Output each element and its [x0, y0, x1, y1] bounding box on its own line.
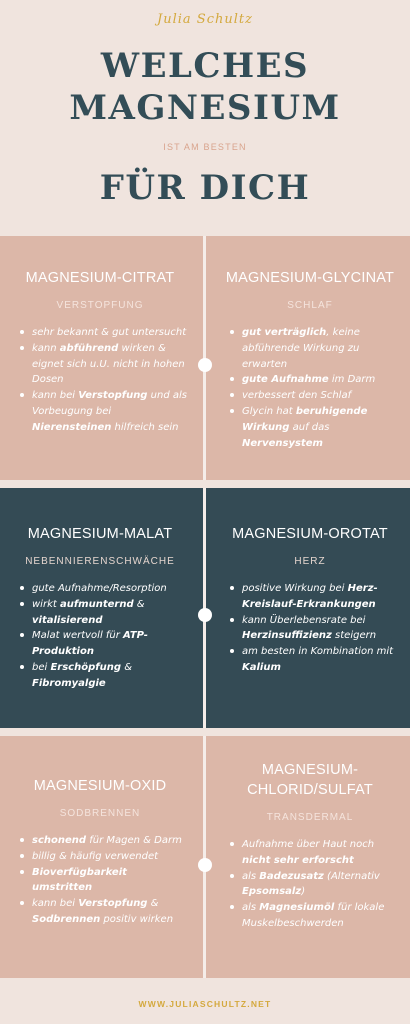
section-oxid-chlorid	[0, 736, 410, 978]
bullet-point	[230, 404, 400, 451]
point-list	[0, 833, 200, 928]
bullet-bold-text: Badezusatz	[259, 870, 324, 882]
bullet-text: für Magen & Darm	[86, 835, 182, 846]
bullet-bold-text: Bioverfügbarkeit umstritten	[32, 866, 127, 894]
bullet-bold-text: Fibromyalgie	[32, 677, 106, 689]
card-subtitle: SODBRENNEN	[59, 808, 141, 819]
card-title-line-1: MAGNESIUM-	[261, 762, 359, 778]
bullet-point	[20, 628, 190, 660]
bullet-text: positive Wirkung bei	[242, 583, 348, 594]
bullet-bold-text: Epsomsalz	[242, 886, 302, 898]
header	[0, 0, 410, 232]
signature: Julia Schultz	[157, 12, 253, 27]
bullet-bold-text: Herz-Kreislauf-Erkrankungen	[242, 583, 378, 610]
bullet-text: gute Aufnahme/Resorption	[32, 583, 167, 594]
bullet-point	[20, 341, 190, 388]
bullet-text: positiv wirken	[100, 913, 174, 925]
point-list	[210, 837, 410, 932]
bullet-point	[20, 849, 190, 865]
bullet-bold-text: Kalium	[242, 661, 281, 673]
bullet-point	[20, 660, 190, 692]
bullet-text: Aufnahme über Haut noch	[242, 839, 375, 850]
point-list	[210, 325, 410, 451]
card-subtitle: VERSTOPFUNG	[56, 300, 144, 311]
bullet-text: &	[147, 898, 159, 910]
bullet-text: kann	[32, 342, 60, 354]
bullet-text: sehr bekannt & gut untersucht	[32, 327, 187, 338]
card-title: MAGNESIUM-MALAT	[27, 526, 173, 542]
bullet-point	[230, 372, 400, 388]
bullet-bold-text: Herzinsuffizienz	[242, 630, 332, 642]
card-magnesium-orotat	[210, 524, 410, 676]
bullet-text: kann bei	[32, 390, 79, 402]
card-magnesium-chlorid-sulfat	[210, 760, 410, 932]
footer	[0, 985, 410, 1024]
bullet-text: &	[121, 661, 132, 673]
bullet-text: Glycin hat	[242, 405, 296, 417]
bullet-text: wirkt	[32, 598, 60, 610]
bullet-text: billig & häufig verwendet	[32, 850, 159, 862]
bullet-text: steigern	[331, 630, 377, 642]
bullet-bold-text: Verstopfung	[78, 390, 148, 402]
bullet-bold-text: Verstopfung	[78, 898, 148, 910]
website-link[interactable]: WWW.JULIASCHULTZ.NET	[138, 999, 272, 1009]
card-magnesium-glycinat	[210, 268, 410, 451]
bullet-bold-text: gute Aufnahme	[242, 374, 329, 386]
card-title: MAGNESIUM-OROTAT	[232, 526, 388, 542]
bullet-point	[230, 613, 400, 645]
card-title: MAGNESIUM-GLYCINAT	[225, 270, 395, 286]
title-line-3: FÜR DICH	[99, 168, 311, 208]
bullet-bold-text: vitalisierend	[32, 614, 103, 626]
bullet-point	[230, 581, 400, 613]
bullet-point	[20, 896, 190, 928]
bullet-text: bei	[32, 661, 51, 673]
bullet-bold-text: schonend	[32, 835, 87, 846]
bullet-bold-text: Sodbrennen	[32, 913, 101, 925]
bullet-text: &	[133, 598, 145, 610]
card-title: MAGNESIUM-CITRAT	[25, 270, 175, 286]
title-line-1: WELCHES	[100, 46, 310, 86]
section-malat-orotat	[0, 488, 410, 728]
bullet-text: am besten in Kombination mit	[242, 646, 394, 658]
bullet-point	[20, 597, 190, 629]
bullet-bold-text: Nierensteinen	[32, 421, 112, 433]
bullet-point	[20, 388, 190, 435]
bullet-point	[230, 837, 400, 869]
bullet-bold-text: beruhigende Wirkung	[242, 405, 368, 433]
section-citrat-glycinat	[0, 236, 410, 480]
bullet-bold-text: Nervensystem	[242, 437, 323, 449]
bullet-text: kann Überlebensrate bei	[242, 614, 366, 626]
card-magnesium-citrat	[0, 268, 200, 436]
card-subtitle: SCHLAF	[287, 300, 333, 311]
bullet-text: Malat wertvoll für	[32, 630, 124, 642]
card-magnesium-oxid	[0, 776, 200, 928]
bullet-bold-text: ATP-Produktion	[32, 630, 148, 658]
bullet-bold-text: nicht sehr erforscht	[242, 854, 354, 866]
bullet-bold-text: aufmunternd	[59, 598, 134, 610]
title-line-2: MAGNESIUM	[69, 88, 341, 128]
bullet-text: und als Vorbeugung bei	[32, 390, 187, 417]
card-subtitle: HERZ	[294, 556, 326, 567]
bullet-text: kann bei	[32, 898, 79, 910]
card-subtitle: NEBENNIERENSCHWÄCHE	[25, 556, 175, 567]
bullet-text: auf das	[289, 421, 330, 433]
card-subtitle: TRANSDERMAL	[266, 812, 354, 823]
bullet-point	[20, 833, 190, 849]
bullet-text: als	[242, 870, 260, 882]
bullet-text: hilfreich sein	[111, 421, 179, 433]
bullet-text: als	[242, 902, 260, 914]
bullet-text: verbessert den Schlaf	[242, 390, 352, 402]
bullet-text: wirken & eignet sich u.U. nicht in hohen Dosen	[32, 342, 185, 386]
bullet-bold-text: gut verträglich	[242, 327, 327, 338]
bullet-text: im Darm	[328, 374, 376, 386]
bullet-bold-text: Magnesiumöl	[259, 902, 335, 914]
bullet-point	[20, 865, 190, 897]
bullet-text: )	[301, 886, 306, 898]
bullet-point	[20, 581, 190, 597]
bullet-point	[230, 869, 400, 901]
bullet-point	[20, 325, 190, 341]
point-list	[0, 325, 200, 436]
bullet-bold-text: abführend	[59, 342, 119, 354]
card-title-line-2: CHLORID/SULFAT	[247, 782, 373, 798]
card-magnesium-malat	[0, 524, 200, 692]
bullet-point	[230, 325, 400, 372]
bullet-text: , keine abführende Wirkung zu erwarten	[242, 327, 360, 370]
bullet-point	[230, 388, 400, 404]
point-list	[210, 581, 410, 676]
bullet-text: (Alternativ	[323, 870, 380, 882]
point-list	[0, 581, 200, 692]
bullet-text: für lokale Muskelbeschwerden	[242, 902, 385, 929]
bullet-point	[230, 644, 400, 676]
bullet-bold-text: Erschöpfung	[50, 661, 122, 673]
subtitle: IST AM BESTEN	[163, 142, 247, 152]
divider-line	[203, 736, 206, 978]
bullet-point	[230, 900, 400, 932]
card-title: MAGNESIUM-OXID	[33, 778, 167, 794]
